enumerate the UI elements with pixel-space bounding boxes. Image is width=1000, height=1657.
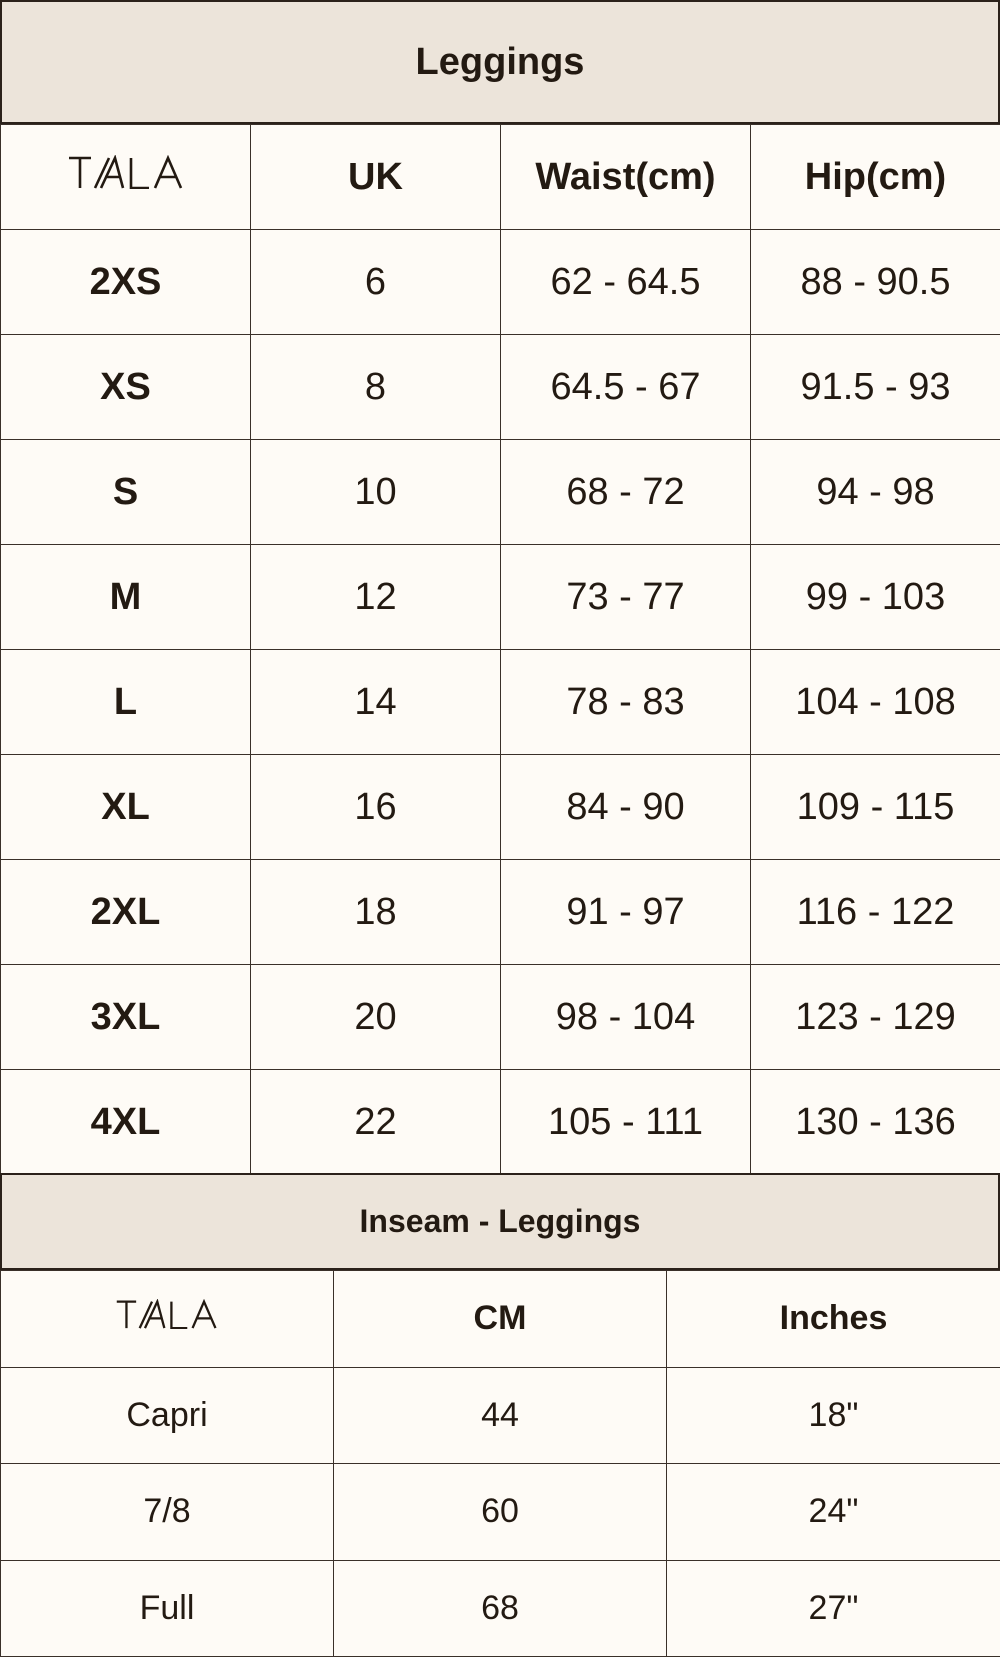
length-cell: Capri: [1, 1367, 334, 1464]
size-cell: 4XL: [1, 1070, 251, 1175]
uk-cell: 20: [251, 965, 501, 1070]
table-row: [1, 860, 1000, 965]
size-cell: M: [1, 545, 251, 650]
size-cell: 2XL: [1, 860, 251, 965]
table-header-row: [1, 1271, 1000, 1368]
hip-cell: 123 - 129: [751, 965, 1000, 1070]
size-cell: XS: [1, 335, 251, 440]
uk-cell: 22: [251, 1070, 501, 1175]
tala-logo-mark: [115, 1299, 219, 1329]
table-row: [1, 1367, 1000, 1464]
length-cell: Full: [1, 1560, 334, 1657]
hip-cell: 116 - 122: [751, 860, 1000, 965]
waist-cell: 91 - 97: [501, 860, 751, 965]
inseam-title: Inseam - Leggings: [0, 1173, 1000, 1270]
size-cell: 2XS: [1, 230, 251, 335]
inches-cell: 18": [667, 1367, 1000, 1464]
waist-cell: 62 - 64.5: [501, 230, 751, 335]
table-row: [1, 1464, 1000, 1561]
size-cell: 3XL: [1, 965, 251, 1070]
hip-cell: 130 - 136: [751, 1070, 1000, 1175]
table-row: [1, 230, 1000, 335]
table-row: [1, 650, 1000, 755]
hip-cell: 88 - 90.5: [751, 230, 1000, 335]
uk-cell: 14: [251, 650, 501, 755]
brand-logo-cell: [1, 125, 251, 230]
table-header-row: [1, 125, 1000, 230]
waist-cell: 105 - 111: [501, 1070, 751, 1175]
size-cell: S: [1, 440, 251, 545]
uk-cell: 16: [251, 755, 501, 860]
table-row: [1, 755, 1000, 860]
leggings-size-table: [0, 124, 1000, 1175]
uk-header: UK: [251, 125, 501, 230]
cm-cell: 44: [334, 1367, 667, 1464]
cm-cell: 60: [334, 1464, 667, 1561]
hip-header: Hip(cm): [751, 125, 1000, 230]
hip-cell: 99 - 103: [751, 545, 1000, 650]
table-row: [1, 335, 1000, 440]
length-cell: 7/8: [1, 1464, 334, 1561]
tala-logo: [67, 155, 185, 189]
waist-cell: 64.5 - 67: [501, 335, 751, 440]
tala-logo-mark: [67, 155, 185, 189]
uk-cell: 10: [251, 440, 501, 545]
hip-cell: 109 - 115: [751, 755, 1000, 860]
waist-cell: 98 - 104: [501, 965, 751, 1070]
size-cell: L: [1, 650, 251, 755]
brand-logo-cell: [1, 1271, 334, 1368]
table-row: [1, 1070, 1000, 1175]
waist-header: Waist(cm): [501, 125, 751, 230]
inseam-table: [0, 1270, 1000, 1657]
uk-cell: 18: [251, 860, 501, 965]
waist-cell: 78 - 83: [501, 650, 751, 755]
size-cell: XL: [1, 755, 251, 860]
leggings-title: Leggings: [0, 0, 1000, 124]
waist-cell: 84 - 90: [501, 755, 751, 860]
cm-cell: 68: [334, 1560, 667, 1657]
table-row: [1, 440, 1000, 545]
uk-cell: 6: [251, 230, 501, 335]
inches-header: Inches: [667, 1271, 1000, 1368]
inches-cell: 27": [667, 1560, 1000, 1657]
uk-cell: 12: [251, 545, 501, 650]
hip-cell: 104 - 108: [751, 650, 1000, 755]
table-row: [1, 1560, 1000, 1657]
hip-cell: 91.5 - 93: [751, 335, 1000, 440]
inches-cell: 24": [667, 1464, 1000, 1561]
table-row: [1, 545, 1000, 650]
waist-cell: 73 - 77: [501, 545, 751, 650]
uk-cell: 8: [251, 335, 501, 440]
table-row: [1, 965, 1000, 1070]
hip-cell: 94 - 98: [751, 440, 1000, 545]
cm-header: CM: [334, 1271, 667, 1368]
tala-logo: [115, 1299, 219, 1329]
waist-cell: 68 - 72: [501, 440, 751, 545]
